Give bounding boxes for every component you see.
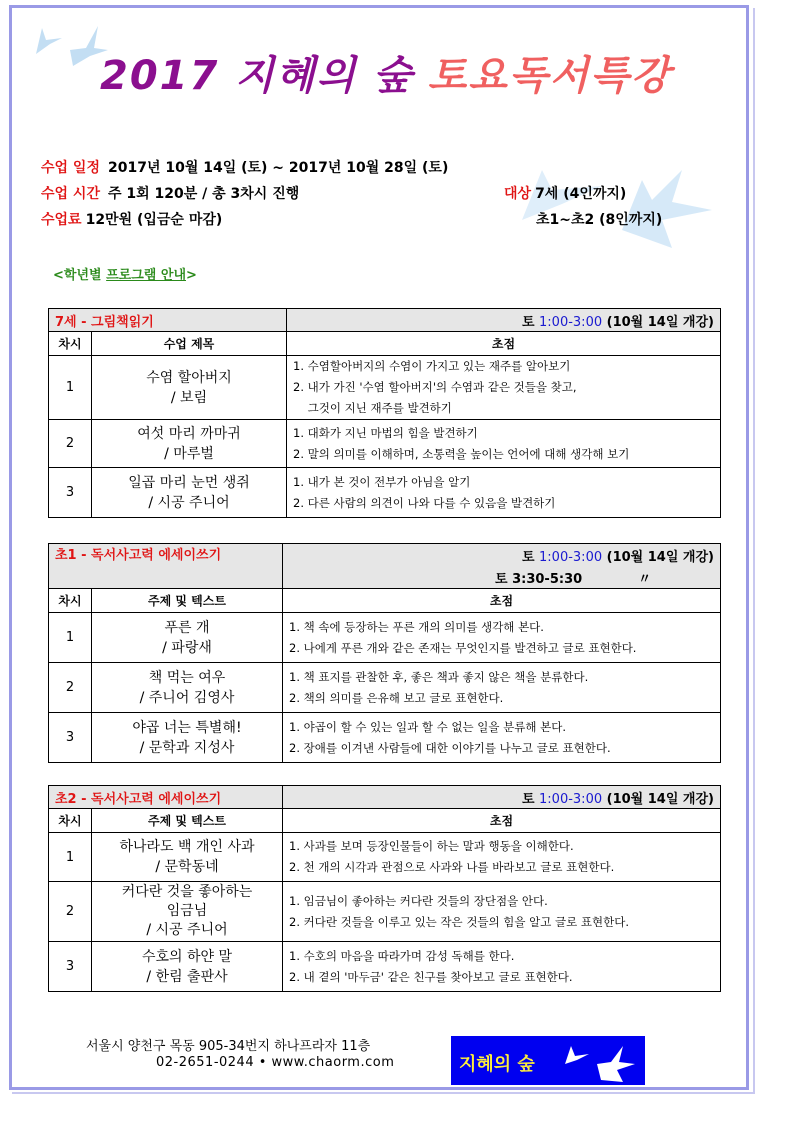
book-publisher: / 파랑새 bbox=[162, 639, 212, 656]
table-row bbox=[49, 663, 721, 713]
column-header-row bbox=[49, 589, 721, 613]
program-name: 초1 - 독서사고력 에세이쓰기 bbox=[49, 544, 283, 567]
schedule-value: 2017년 10월 14일 (토) ~ 2017년 10월 28일 (토) bbox=[107, 160, 449, 176]
focus-item: 그것이 지닌 재주를 발견하기 bbox=[293, 401, 452, 415]
column-header: 차시 bbox=[49, 809, 92, 833]
program-note: (10월 14일 개강) bbox=[606, 791, 714, 807]
time-value: 주 1회 120분 / 총 3차시 진행 bbox=[107, 186, 300, 202]
column-header: 주제 및 텍스트 bbox=[92, 809, 283, 833]
program-table-grade2 bbox=[48, 785, 721, 992]
focus-item: 1. 수염할아버지의 수염이 가지고 있는 재주를 알아보기 bbox=[293, 359, 571, 373]
program-table-grade1 bbox=[48, 543, 721, 763]
table-row bbox=[49, 942, 721, 992]
fee-row bbox=[41, 209, 222, 229]
session-number: 3 bbox=[49, 713, 92, 763]
focus-item: 2. 내 곁의 '마두금' 같은 친구를 찾아보고 글로 표현한다. bbox=[289, 969, 573, 984]
focus-item: 1. 야곱이 할 수 있는 일과 할 수 없는 일을 분류해 본다. bbox=[289, 719, 567, 734]
column-header: 차시 bbox=[49, 332, 92, 356]
time-label: 수업 시간 bbox=[41, 186, 100, 202]
focus-item: 1. 책 속에 등장하는 푸른 개의 의미를 생각해 본다. bbox=[289, 619, 544, 634]
table-row bbox=[49, 468, 721, 518]
book-title bbox=[92, 942, 283, 992]
focus-cell bbox=[287, 468, 721, 518]
bird-icon bbox=[36, 28, 62, 54]
book-publisher: / 마루벌 bbox=[164, 445, 214, 462]
focus-cell bbox=[283, 942, 721, 992]
target-value-1: 7세 (4인까지) bbox=[535, 186, 627, 202]
book-title bbox=[92, 833, 283, 882]
focus-item: 2. 말의 의미를 이해하며, 소통력을 높이는 언어에 대해 생각해 보기 bbox=[293, 446, 630, 461]
focus-cell bbox=[283, 882, 721, 942]
program-note: (10월 14일 개강) bbox=[606, 314, 714, 330]
column-header-row bbox=[49, 809, 721, 833]
book-name-2: 임금님 bbox=[166, 903, 208, 919]
program-time bbox=[287, 309, 721, 332]
schedule-label: 수업 일정 bbox=[41, 160, 100, 176]
book-title bbox=[92, 468, 287, 518]
book-name: 푸른 개 bbox=[164, 619, 210, 636]
column-header: 수업 제목 bbox=[92, 332, 287, 356]
focus-item: 2. 천 개의 시각과 관점으로 사과와 나를 바라보고 글로 표현한다. bbox=[289, 860, 615, 874]
focus-item: 2. 나에게 푸른 개와 같은 존재는 무엇인지를 발견하고 글로 표현한다. bbox=[289, 640, 637, 655]
logo bbox=[451, 1036, 645, 1085]
fee-label: 수업료 bbox=[41, 212, 82, 228]
program-table-7 bbox=[48, 308, 721, 518]
focus-cell bbox=[287, 356, 721, 420]
column-header: 주제 및 텍스트 bbox=[92, 589, 283, 613]
book-publisher: / 문학과 지성사 bbox=[139, 739, 235, 756]
program-day: 토 bbox=[521, 791, 535, 807]
focus-item: 1. 사과를 보며 등장인물들이 하는 말과 행동을 이해한다. bbox=[289, 839, 574, 853]
section-title-open: < bbox=[53, 268, 64, 283]
book-publisher: / 문학동네 bbox=[155, 859, 219, 875]
focus-item: 2. 다른 사람의 의견이 나와 다를 수 있음을 발견하기 bbox=[293, 495, 556, 510]
book-name: 여섯 마리 까마귀 bbox=[137, 425, 241, 442]
focus-item: 2. 내가 가진 '수염 할아버지'의 수염과 같은 것들을 찾고, bbox=[293, 380, 577, 394]
focus-cell bbox=[283, 613, 721, 663]
target-row bbox=[504, 183, 626, 203]
table-row bbox=[49, 613, 721, 663]
focus-item: 2. 장애를 이겨낸 사람들에 대한 이야기를 나누고 글로 표현한다. bbox=[289, 740, 611, 755]
logo-text: 지혜의 숲 bbox=[459, 1054, 535, 1075]
footer-website[interactable]: www.chaorm.com bbox=[271, 1055, 395, 1070]
book-title bbox=[92, 663, 283, 713]
logo-birds-icon bbox=[561, 1042, 641, 1082]
program-day: 토 bbox=[521, 549, 535, 565]
column-header: 초점 bbox=[287, 332, 721, 356]
column-header: 초점 bbox=[283, 809, 721, 833]
fee-value: 12만원 (입금순 마감) bbox=[85, 212, 223, 228]
focus-item: 2. 책의 의미를 은유해 보고 글로 표현한다. bbox=[289, 690, 504, 705]
session-number: 2 bbox=[49, 663, 92, 713]
book-publisher: / 시공 주니어 bbox=[148, 494, 230, 511]
book-name: 책 먹는 여우 bbox=[148, 669, 226, 686]
book-name: 커다란 것을 좋아하는 bbox=[121, 884, 253, 900]
book-name: 수호의 하얀 말 bbox=[141, 948, 233, 965]
book-publisher: / 보림 bbox=[170, 389, 208, 406]
book-title bbox=[92, 420, 287, 468]
focus-item: 2. 커다란 것들을 이루고 있는 작은 것들의 힘을 알고 글로 표현한다. bbox=[289, 914, 630, 929]
focus-cell bbox=[287, 420, 721, 468]
column-header: 초점 bbox=[283, 589, 721, 613]
footer-separator: • bbox=[258, 1055, 267, 1070]
table-row bbox=[49, 356, 721, 420]
program-day: 토 bbox=[495, 571, 508, 587]
book-publisher: / 주니어 김영사 bbox=[139, 689, 235, 706]
focus-item: 1. 대화가 지닌 마법의 힘을 발견하기 bbox=[293, 425, 478, 440]
time-row bbox=[41, 183, 299, 203]
table-row bbox=[49, 420, 721, 468]
program-time-value: 1:00-3:00 bbox=[539, 314, 603, 330]
footer-address: 서울시 양천구 목동 905-34번지 하나프라자 11층 bbox=[86, 1039, 371, 1054]
program-note: (10월 14일 개강) bbox=[606, 549, 714, 565]
program-time bbox=[283, 786, 721, 809]
column-header: 차시 bbox=[49, 589, 92, 613]
session-number: 1 bbox=[49, 833, 92, 882]
book-name: 하나라도 백 개인 사과 bbox=[119, 839, 255, 855]
session-number: 2 bbox=[49, 420, 92, 468]
focus-item: 1. 책 표지를 관찰한 후, 좋은 책과 좋지 않은 책을 분류한다. bbox=[289, 669, 589, 684]
session-number: 3 bbox=[49, 468, 92, 518]
section-title bbox=[53, 264, 197, 283]
program-name: 초2 - 독서사고력 에세이쓰기 bbox=[49, 786, 283, 809]
program-time-value: 1:00-3:00 bbox=[539, 549, 603, 565]
title-part-2: 토요독서특강 bbox=[427, 53, 672, 99]
column-header-row bbox=[49, 332, 721, 356]
focus-item: 1. 수호의 마음을 따라가며 감성 독해를 한다. bbox=[289, 948, 515, 963]
program-time-value: 1:00-3:00 bbox=[539, 791, 603, 807]
target-row-2 bbox=[536, 209, 662, 229]
program-time-value: 3:30-5:30 bbox=[512, 571, 583, 587]
footer-phone: 02-2651-0244 bbox=[156, 1055, 255, 1070]
section-title-close: > bbox=[186, 268, 197, 283]
schedule-row bbox=[41, 157, 448, 177]
footer-contact bbox=[156, 1055, 394, 1070]
book-publisher: / 한림 출판사 bbox=[146, 968, 228, 985]
table-header-bar bbox=[49, 786, 721, 809]
header-filler bbox=[49, 566, 283, 589]
program-day: 토 bbox=[521, 314, 535, 330]
table-row bbox=[49, 882, 721, 942]
session-number: 1 bbox=[49, 356, 92, 420]
program-time-2 bbox=[283, 566, 721, 589]
table-header-bar bbox=[49, 309, 721, 332]
focus-item: 1. 임금님이 좋아하는 커다란 것들의 장단점을 안다. bbox=[289, 893, 548, 908]
target-label: 대상 bbox=[504, 186, 532, 202]
book-title bbox=[92, 882, 283, 942]
session-number: 2 bbox=[49, 882, 92, 942]
table-row bbox=[49, 833, 721, 882]
book-title bbox=[92, 356, 287, 420]
book-name: 수염 할아버지 bbox=[146, 369, 232, 386]
book-title bbox=[92, 713, 283, 763]
page-title bbox=[100, 44, 700, 104]
program-note: 〃 bbox=[638, 571, 652, 587]
book-title bbox=[92, 613, 283, 663]
table-header-bar bbox=[49, 544, 721, 567]
book-name: 야곱 너는 특별해! bbox=[132, 719, 242, 736]
section-title-text-2: 프로그램 안내 bbox=[106, 268, 186, 283]
book-publisher: / 시공 주니어 bbox=[146, 922, 228, 938]
focus-cell bbox=[283, 713, 721, 763]
book-name: 일곱 마리 눈먼 생쥐 bbox=[128, 474, 250, 491]
program-name: 7세 - 그림책읽기 bbox=[49, 309, 287, 332]
session-number: 3 bbox=[49, 942, 92, 992]
title-part-1: 2017 지혜의 숲 bbox=[100, 53, 414, 99]
target-value-2: 초1~초2 (8인까지) bbox=[536, 212, 663, 228]
section-title-text-1: 학년별 bbox=[63, 268, 102, 283]
focus-cell bbox=[283, 663, 721, 713]
program-time bbox=[283, 544, 721, 567]
focus-cell bbox=[283, 833, 721, 882]
table-row bbox=[49, 713, 721, 763]
table-header-bar-2 bbox=[49, 566, 721, 589]
session-number: 1 bbox=[49, 613, 92, 663]
focus-item: 1. 내가 본 것이 전부가 아님을 알기 bbox=[293, 474, 471, 489]
